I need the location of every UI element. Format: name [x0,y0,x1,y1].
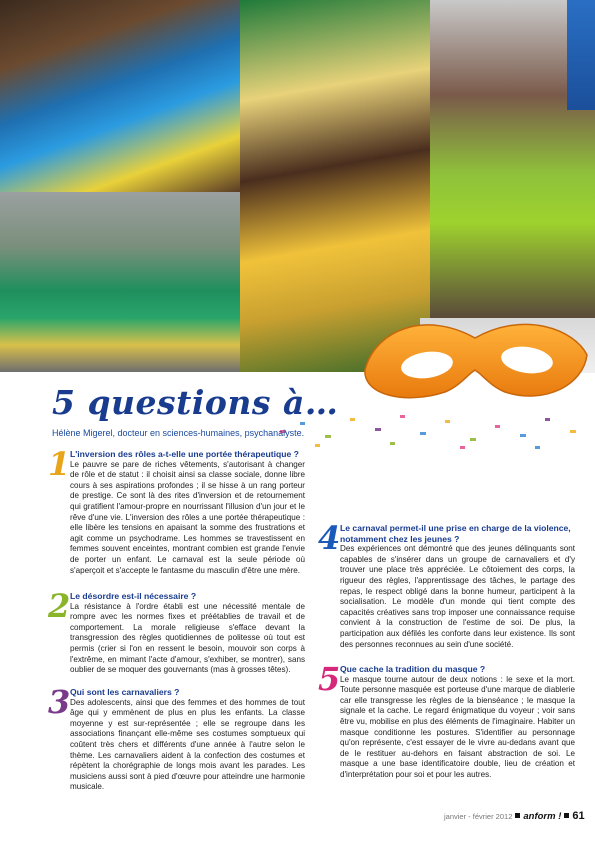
question-block-2 [70,591,305,676]
interviewee-credit: Hélène Migerel, docteur en sciences-humaines, psychanalyste. [52,428,305,438]
question-5-title: Que cache la tradition du masque ? [340,664,486,674]
carnival-photo-blue-costumes [0,0,240,192]
question-1-title: L'inversion des rôles a-t-elle une portée thérapeutique ? [70,449,299,459]
page-footer [444,810,585,822]
question-number-4: 4 [318,519,341,557]
square-bullet-icon [515,813,520,818]
question-2-answer: La résistance à l'ordre établi est une nécessité mentale de rompre avec les normes fixes et préétablies de travail et de comportement. La morale religieuse s'efface devant la transgression des règles quotidiennes de politesse où tout est permis (crier si l'on en ressent le besoin, mouvoir son corps à l'extrême, en mimant l'acte d'amour, s'exhiber, se montrer), sans oublier de se moquer des gouvernants (mas à grosses têtes). [70,601,305,675]
question-3-answer: Des adolescents, ainsi que des femmes et des hommes de tout âge qui y emmènent de plus en plus les enfants. La classe moyenne y est sur-représentée ; elle se regroupe dans les associations finançant elle-même ses costumes somptueux qui coûtent très chers et différents d'une année à l'autre selon le thème. Les carnavaliers aident à la confection des costumes et répètent la chorégraphie de longs mois avant les parades. Les musiciens aussi sont à pied d'œuvre pour atteindre une harmonie musicale. [70,697,305,792]
question-number-2: 2 [48,587,71,625]
square-bullet-icon [564,813,569,818]
question-number-5: 5 [318,660,341,698]
question-5-answer: Le masque tourne autour de deux notions : le sexe et la mort. Toute personne masquée est porteuse d'une marque de diablerie car elle transgresse les règles de la bienséance ; le masque la signale et la cache. Le regard énigmatique du voyeur ; voir sans être vu, mobilise en plus des éléments de l'imaginaire. Habiter un masque conditionne les postures. S'identifier au personnage qu'on représente, c'est essayer de le vivre au-dedans avant que de le restituer au-dehors en faisant abstraction de soi. Le masque a une base identificatoire double, lieu de création et d'interprétation pour soi et pour les autres. [340,674,575,779]
question-2-title: Le désordre est-il nécessaire ? [70,591,197,601]
decorative-blue-stripe [567,0,595,110]
question-block-4 [340,523,575,650]
magazine-brand: anform ! [523,811,562,822]
question-block-3 [70,687,305,793]
question-4-title: Le carnaval permet-il une prise en charge de la violence, notamment chez les jeunes ? [340,523,571,544]
carnival-photo-green-parade [0,192,240,372]
page-number: 61 [572,810,585,822]
question-4-answer: Des expériences ont démontré que des jeunes délinquants sont capables de s'insérer dans un groupe de carnavaliers et d'y trouver une place très appréciée. Le côtoiement des corps, la rigueur des règles, l'apprentissage des tâches, le partage des repas, le respect obligé dans la bonne humeur, participent à la socialisation. Le modèle d'un monde qui tient compte des capacités créatives sans trop imposer une connaissance requise convient à la construction de l'estime de soi. De plus, la participation aux défilés les conforte dans leur existence. Ils sont des personnes reconnues au sein d'une société. [340,544,575,649]
question-3-title: Qui sont les carnavaliers ? [70,687,180,697]
question-number-3: 3 [48,683,71,721]
question-number-1: 1 [48,445,71,483]
question-1-answer: Le pauvre se pare de riches vêtements, s'autorisant à changer de rôle et de statut : il choisit ainsi sa classe sociale, donne libre cours à ses aspirations profondes ; il se hisse à un rang porteur de prestige. Ce sont là des rites d'inversion et de retournement qui gratifient l'amour-propre en nourrissant l'illusion d'un jour et le rêve d'une vie. L'inversion des rôles a une portée thérapeutique : elle libère les tensions en apaisant la somme des frustrations et agit comme un psychodrame. Les hommes se travestissent en femmes souvent enceintes, montrant combien est grande l'envie de porter un enfant. Le carnaval est la seule période où s'aperçoit et s'accepte le fantasme du masculin d'être une mère. [70,459,305,575]
question-block-1 [70,449,305,576]
question-block-5 [340,664,575,781]
issue-date: janvier - février 2012 [444,812,513,821]
page-title: 5 questions à… [52,383,339,422]
